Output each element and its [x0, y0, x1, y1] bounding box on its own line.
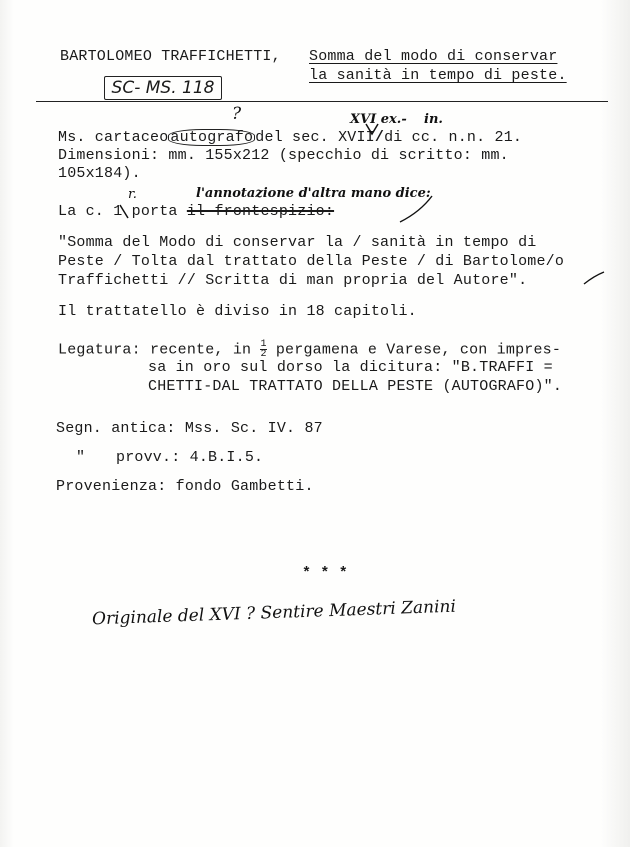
description-line-2: Dimensioni: mm. 155x212 (specchio di scritto: mm. [58, 147, 509, 164]
provv-line: provv.: 4.B.I.5. [116, 449, 264, 466]
description-line-4: La c. 1 porta il frontespizio: [58, 203, 335, 220]
bottom-handwritten-note: Originale del XVI ? Sentire Maestri Zanini [91, 596, 457, 630]
quote-line-1: "Somma del Modo di conservar la / sanità in tempo di [58, 234, 537, 251]
ditto-mark: " [76, 449, 86, 466]
binding-line-3: CHETTI-DAL TRATTATO DELLA PESTE (AUTOGRAFO)". [148, 378, 563, 395]
caret-mark [366, 124, 378, 134]
century-correction-annotation: XVI ex.- [350, 112, 407, 127]
quote-line-2: Peste / Tolta dal trattato della Peste / di Bartolome/o [58, 253, 565, 270]
half-fraction: $\frac{1}{2}$ [260, 339, 267, 360]
quote-correction-stroke [584, 272, 604, 284]
title-line-2: la sanità in tempo di peste. [309, 67, 567, 84]
description-line-1: Ms. cartaceo autografo del sec. XVII/di cc. n.n. 21. [58, 129, 523, 146]
struck-text: il frontespizio: [186, 203, 335, 220]
caret-mark-folio [120, 205, 128, 218]
author-name: BARTOLOMEO TRAFFICHETTI, [60, 48, 281, 65]
provenance-line: Provenienza: fondo Gambetti. [56, 478, 314, 495]
title-line-1: Somma del modo di conservar [309, 48, 558, 65]
binding-line-1: Legatura: recente, in $\frac{1}{2}$ pergamena e Varese, con impres- [58, 339, 562, 360]
description-line-3: 105x184). [58, 165, 141, 182]
shelfmark-stamp: SC- MS. 118 [104, 76, 222, 100]
question-mark-annotation: ? [232, 104, 242, 124]
binding-line-2: sa in oro sul dorso la dicitura: "B.TRAFFI = [148, 359, 553, 376]
quote-line-3: Traffichetti // Scritta di man propria del Autore". [58, 272, 528, 289]
folio-correction-annotation: r. [128, 187, 137, 202]
insertion-stroke [400, 196, 432, 222]
old-shelfmark: Segn. antica: Mss. Sc. IV. 87 [56, 420, 323, 437]
chapters-line: Il trattatello è diviso in 18 capitoli. [58, 303, 417, 320]
circled-word: autografo [170, 129, 254, 146]
section-stars: * * * [302, 565, 349, 582]
frontispiece-replacement-annotation: l'annotazione d'altra mano dice: [196, 186, 431, 201]
century-correction-annotation-2: in. [424, 112, 443, 127]
